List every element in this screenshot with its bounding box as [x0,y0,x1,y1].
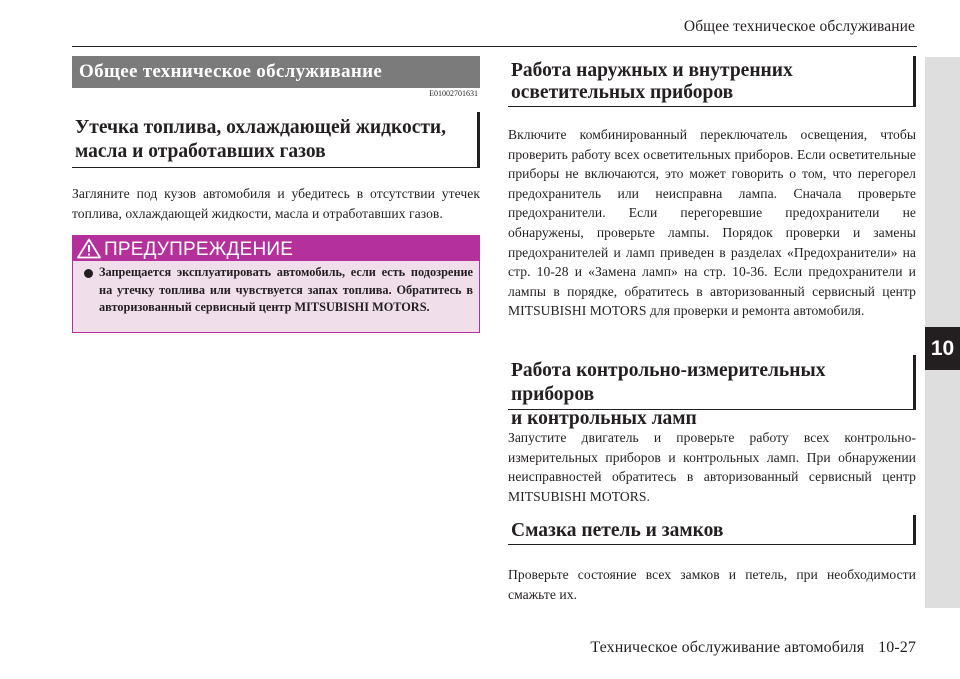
heading-line: масла и отработавших газов [75,141,326,162]
warning-header [73,236,479,261]
warning-title: ПРЕДУПРЕЖДЕНИЕ [104,239,294,260]
page-number: 10-27 [878,639,916,656]
heading-line: Работа наружных и внутренних [511,60,793,81]
warning-text: Запрещается эксплуатировать автомобиль, если есть подозрение на утечку топлива или чувствуется запах топлива. Обратитесь в авторизованный сервисный центр MITSUBISHI MOTORS. [99,265,473,314]
paragraph-lights: Включите комбинированный переключатель освещения, чтобы проверить работу всех осветительных приборов. Если осветительные приборы не включаются, это может говорить о том, что перегорел предохранитель или неисправна лампа. Сначала проверьте предохранители. Если перегоревшие предохранители не обнаружены, проверьте лампы. Порядок проверки и замены предохранителей и ламп приведен в разделах «Предохранители» на стр. 10-28 и «Замена ламп» на стр. 10-36. Если предохранители и лампы в порядке, обратитесь в авторизованный сервисный центр MITSUBISHI MOTORS для проверки и ремонта автомобиля. [508,127,916,319]
chapter-tab: 10 [925,327,960,370]
page-footer [540,639,916,657]
running-head: Общее техническое обслуживание [683,18,915,35]
section-title: Общее техническое обслуживание [72,56,480,88]
paragraph-instruments: Запустите двигатель и проверьте работу всех контрольно-измерительных приборов и контрольных ламп. При обнаружении неисправностей обратитесь в авторизованный сервисный центр MITSUBISHI MOTORS. [508,430,916,504]
section-code: E01002701631 [429,89,478,98]
warning-triangle-icon [77,238,101,259]
footer-title: Техническое обслуживание автомобиля [590,639,865,656]
paragraph-fluid-leaks: Загляните под кузов автомобиля и убедитесь в отсутствии утечек топлива, охлаждающей жидкости, масла и отработавших газов. [72,186,480,221]
heading-lubrication: Смазка петель и замков [508,515,916,545]
heading-line: и контрольных ламп [511,408,697,429]
heading-line: Работа контрольно-измерительных приборов [511,360,826,405]
heading-line: Утечка топлива, охлаждающей жидкости, [75,117,447,138]
warning-body [73,261,479,332]
bullet-icon [84,269,93,278]
heading-instruments [508,355,916,429]
heading-line: осветительных приборов [511,82,734,103]
heading-fluid-leaks [72,112,480,168]
warning-box [72,235,480,333]
paragraph-lubrication: Проверьте состояние всех замков и петель, при необходимости смажьте их. [508,567,916,602]
header-rule [72,46,917,47]
heading-lights [508,56,916,107]
